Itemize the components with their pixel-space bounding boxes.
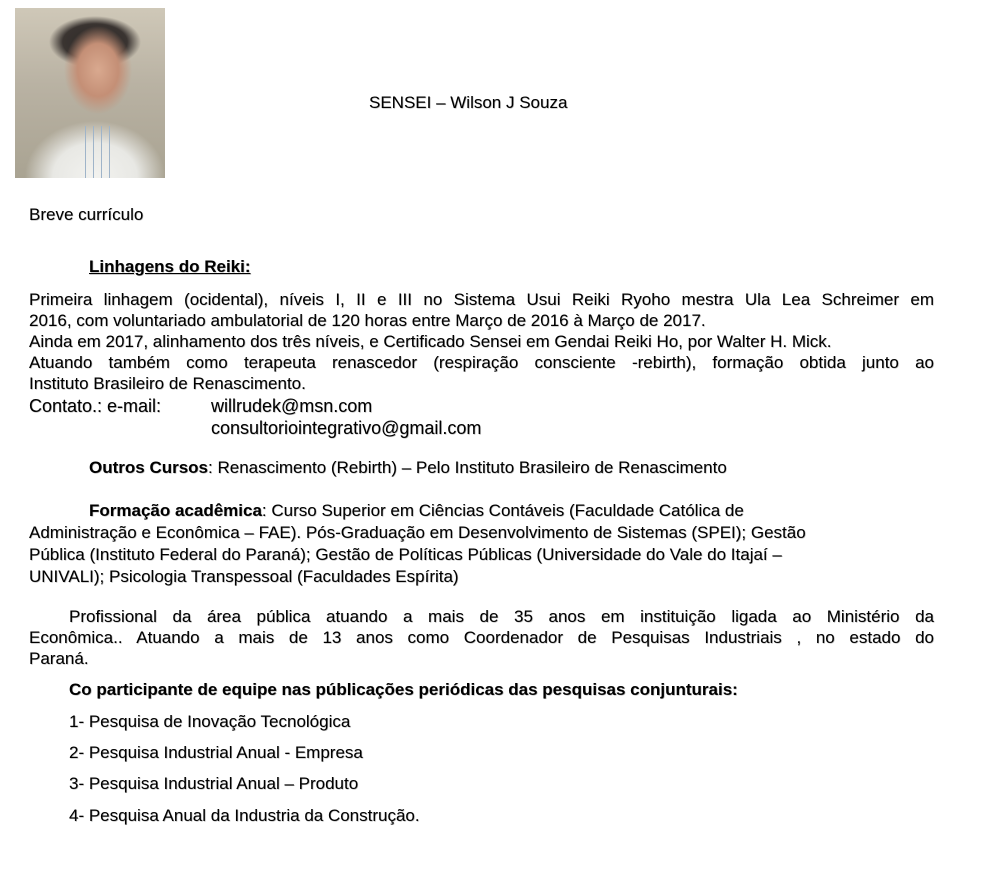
paragraph-line: Paraná. bbox=[29, 649, 89, 668]
publicacoes-heading: Co participante de equipe nas públicações periódicas das pesquisas conjunturais: bbox=[69, 680, 738, 699]
formacao-label: Formação acadêmica bbox=[89, 501, 262, 520]
paragraph-line: Instituto Brasileiro de Renascimento. bbox=[29, 374, 306, 393]
shirt-stripe bbox=[85, 126, 86, 178]
email-1[interactable]: willrudek@msn.com bbox=[211, 396, 373, 416]
list-item: 4- Pesquisa Anual da Industria da Construção. bbox=[69, 806, 420, 825]
shirt-stripe bbox=[109, 126, 110, 178]
paragraph-line: Profissional da área pública atuando a mais de 35 anos em instituição ligada ao Ministério da bbox=[69, 607, 934, 626]
paragraph-line: Atuando também como terapeuta renascedor (respiração consciente -rebirth), formação obtida junto ao bbox=[29, 353, 934, 372]
formacao-paragraph bbox=[29, 500, 909, 588]
profissional-paragraph bbox=[29, 606, 934, 669]
formacao-text: : Curso Superior em Ciências Contáveis (Faculdade Católica de bbox=[261, 501, 744, 520]
linhagens-heading: Linhagens do Reiki: bbox=[89, 257, 251, 276]
paragraph-line: Ainda em 2017, alinhamento dos três níveis, e Certificado Sensei em Gendai Reiki Ho, por Walter H. Mick. bbox=[29, 332, 832, 351]
page-title: SENSEI – Wilson J Souza bbox=[369, 93, 568, 112]
paragraph-line: Primeira linhagem (ocidental), níveis I, II e III no Sistema Usui Reiki Ryoho mestra Ula Lea Schreimer em bbox=[29, 290, 934, 309]
outros-cursos bbox=[89, 458, 727, 478]
paragraph-line: 2016, com voluntariado ambulatorial de 120 horas entre Março de 2016 à Março de 2017. bbox=[29, 311, 706, 330]
list-item: 3- Pesquisa Industrial Anual – Produto bbox=[69, 774, 359, 793]
paragraph-line: Administração e Econômica – FAE). Pós-Graduação em Desenvolvimento de Sistemas (SPEI); Gestão bbox=[29, 523, 806, 542]
shirt-stripe bbox=[101, 126, 102, 178]
paragraph-line: UNIVALI); Psicologia Transpessoal (Faculdades Espírita) bbox=[29, 567, 459, 586]
list-item: 1- Pesquisa de Inovação Tecnológica bbox=[69, 712, 351, 731]
profile-photo bbox=[15, 8, 165, 178]
formacao-first-line bbox=[29, 500, 909, 522]
paragraph-line: Pública (Instituto Federal do Paraná); Gestão de Políticas Públicas (Universidade do Vale do Itajaí – bbox=[29, 545, 782, 564]
shirt-stripe bbox=[93, 126, 94, 178]
outros-cursos-text: : Renascimento (Rebirth) – Pelo Instituto Brasileiro de Renascimento bbox=[208, 458, 727, 477]
paragraph-line: Econômica.. Atuando a mais de 13 anos como Coordenador de Pesquisas Industriais , no estado do bbox=[29, 628, 934, 647]
list-item: 2- Pesquisa Industrial Anual - Empresa bbox=[69, 743, 363, 762]
email-2[interactable]: consultoriointegrativo@gmail.com bbox=[211, 418, 482, 438]
outros-cursos-label: Outros Cursos bbox=[89, 458, 209, 477]
contact-label: Contato.: e-mail: bbox=[29, 396, 162, 416]
linhagens-paragraph bbox=[29, 289, 934, 394]
intro-label: Breve currículo bbox=[29, 205, 144, 224]
